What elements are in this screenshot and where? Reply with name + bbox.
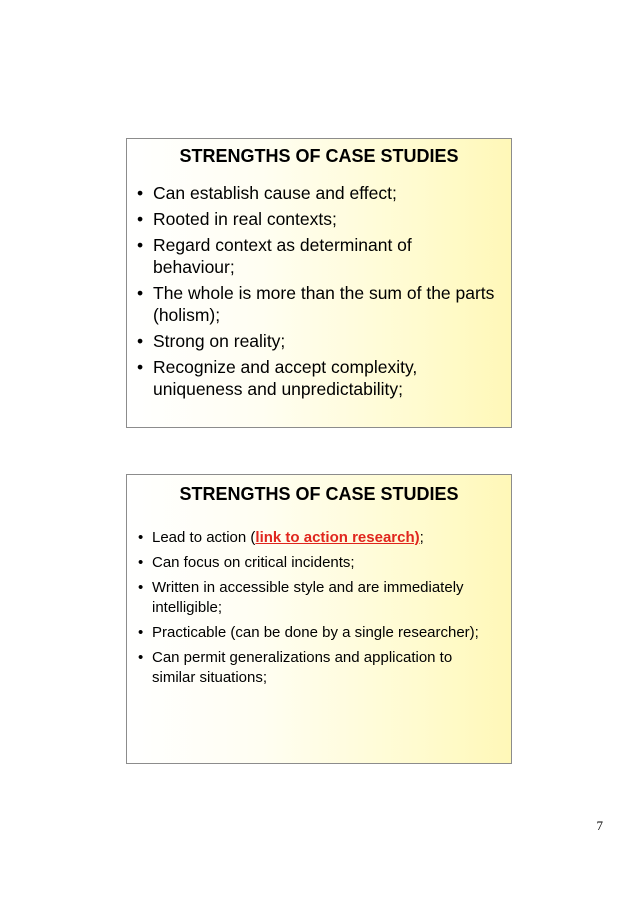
bullet-text: Can permit generalizations and application to similar situations; [152, 649, 453, 686]
bullet-text-before: Lead to action ( [152, 529, 256, 546]
bullet-text: Regard context as determinant of behaviour; [153, 235, 412, 277]
bullet-marker: • [137, 283, 144, 303]
slide-panel-2 [126, 474, 512, 764]
list-item [127, 330, 511, 352]
bullet-marker: • [138, 624, 144, 641]
action-research-link[interactable]: link to action research) [255, 529, 420, 546]
bullet-text: Written in accessible style and are immediately intelligible; [152, 579, 464, 616]
list-item [127, 356, 511, 400]
bullet-text: Rooted in real contexts; [153, 209, 337, 229]
bullet-text: Practicable (can be done by a single researcher); [152, 624, 479, 641]
list-item [127, 623, 511, 643]
list-item [127, 528, 511, 548]
bullet-marker: • [137, 357, 144, 377]
bullet-text: Can establish cause and effect; [153, 183, 397, 203]
bullet-marker: • [138, 554, 144, 571]
slide-title: STRENGTHS OF CASE STUDIES [179, 146, 459, 166]
list-item [127, 282, 511, 326]
bullet-marker: • [138, 529, 144, 546]
bullet-marker: • [137, 183, 144, 203]
page-number: 7 [596, 818, 603, 833]
bullet-text [152, 528, 499, 548]
bullet-list [127, 182, 511, 404]
slide-title: STRENGTHS OF CASE STUDIES [179, 484, 459, 504]
list-item [127, 648, 511, 688]
bullet-text: The whole is more than the sum of the parts (holism); [153, 283, 495, 325]
bullet-marker: • [137, 209, 144, 229]
bullet-text: Strong on reality; [153, 331, 286, 351]
bullet-marker: • [138, 579, 144, 596]
bullet-text: Recognize and accept complexity, uniqueness and unpredictability; [153, 357, 418, 399]
list-item [127, 182, 511, 204]
list-item [127, 208, 511, 230]
bullet-text: Can focus on critical incidents; [152, 554, 355, 571]
bullet-marker: • [137, 235, 144, 255]
list-item [127, 553, 511, 573]
bullet-list [127, 528, 511, 693]
bullet-text-after: ; [419, 529, 424, 546]
list-item [127, 578, 511, 618]
bullet-marker: • [137, 331, 144, 351]
bullet-marker: • [138, 649, 144, 666]
list-item [127, 234, 511, 278]
slide-panel-1 [126, 138, 512, 428]
